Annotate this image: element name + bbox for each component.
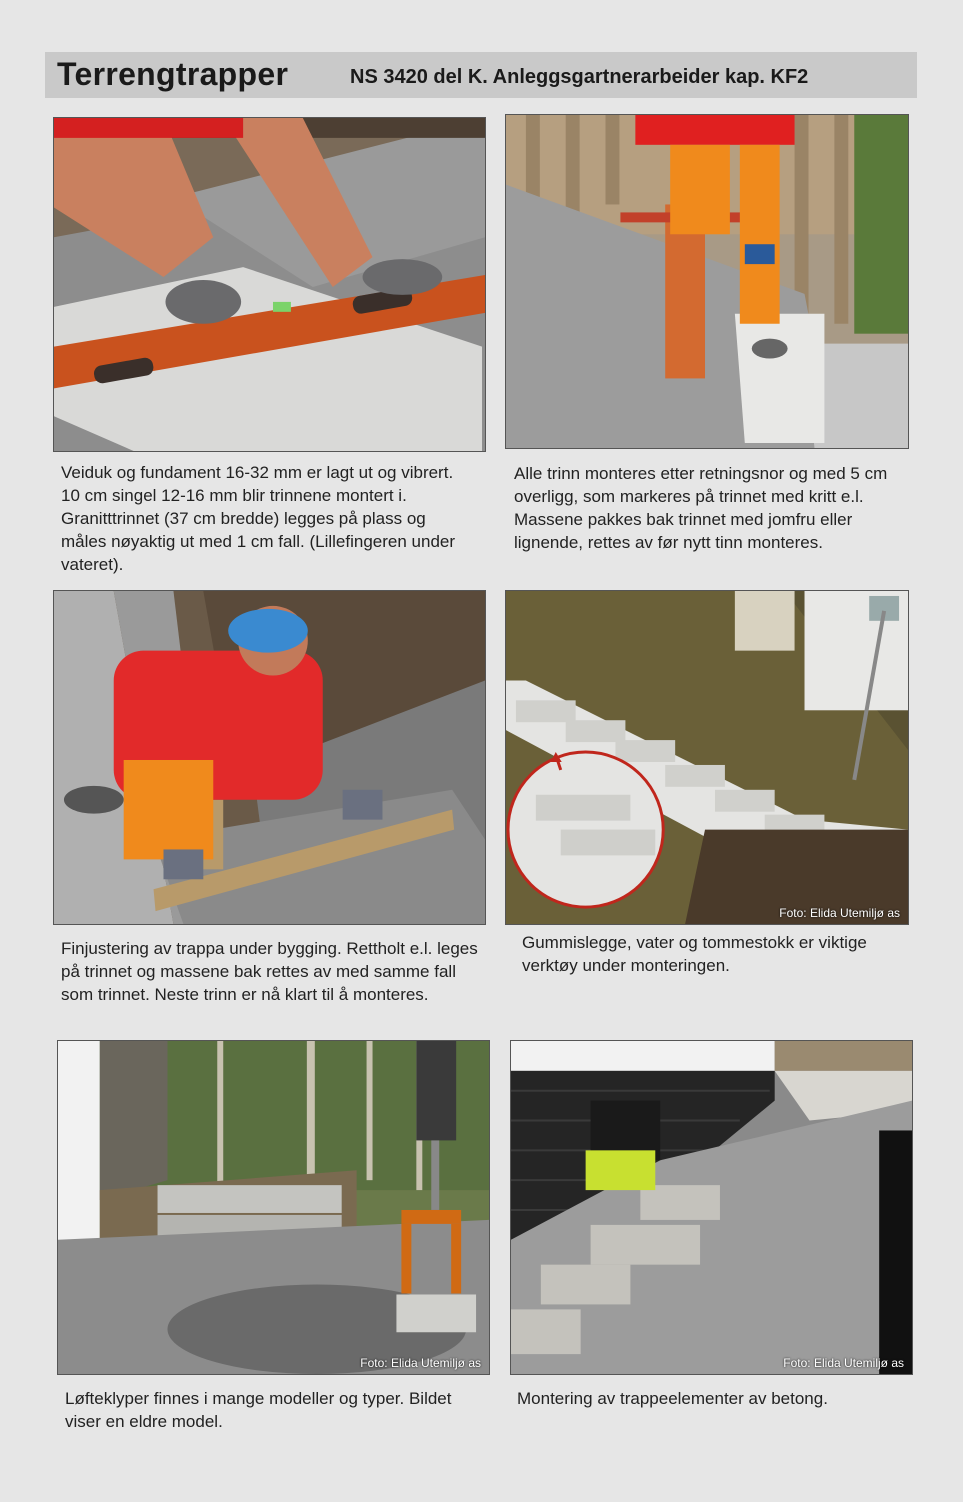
photo-concrete-stairs [510,1040,913,1375]
caption-string-line: Alle trinn monteres etter retningsnor og med 5 cm overligg, som markeres på trinnet med kritt e.l. Massene pakkes bak trinnet med jomfru eller lignende, rettes av før nytt tinn monteres. [514,464,888,552]
photo-lifting-clamp [57,1040,490,1375]
photo-granite-step-level [53,117,486,452]
caption-fine-adjustment: Finjustering av trappa under bygging. Rettholt e.l. leges på trinnet og massene bak rettes av med samme fall som trinnet. Neste trinn er nå klart til å monteres. [61,939,478,1004]
caption-lifting-clamp: Løfteklyper finnes i mange modeller og typer. Bildet viser en eldre model. [65,1389,452,1431]
caption-tools: Gummislegge, vater og tommestokk er viktige verktøy under monteringen. [522,933,867,975]
photo-credit: Foto: Elida Utemiljø as [360,1356,481,1370]
standard-reference: NS 3420 del K. Anleggsgartnerarbeider kap. KF2 [350,66,809,88]
photo-worker-straightedge [53,590,486,925]
photo-credit: Foto: Elida Utemiljø as [783,1356,904,1370]
caption-granite-step: Veiduk og fundament 16-32 mm er lagt ut og vibrert. 10 cm singel 12-16 mm blir trinnene montert i. Granitttrinnet (37 cm bredde) legges på plass og måles nøyaktig ut med 1 cm fall. (Lillefingeren under vateret). [61,463,456,574]
photo-stair-flight-slope [505,590,909,925]
page-title: Terrengtrapper [57,56,289,92]
photo-worker-compactor [505,114,909,449]
photo-credit: Foto: Elida Utemiljø as [779,906,900,920]
caption-concrete-elements: Montering av trappeelementer av betong. [517,1389,828,1408]
page-header [45,52,917,98]
